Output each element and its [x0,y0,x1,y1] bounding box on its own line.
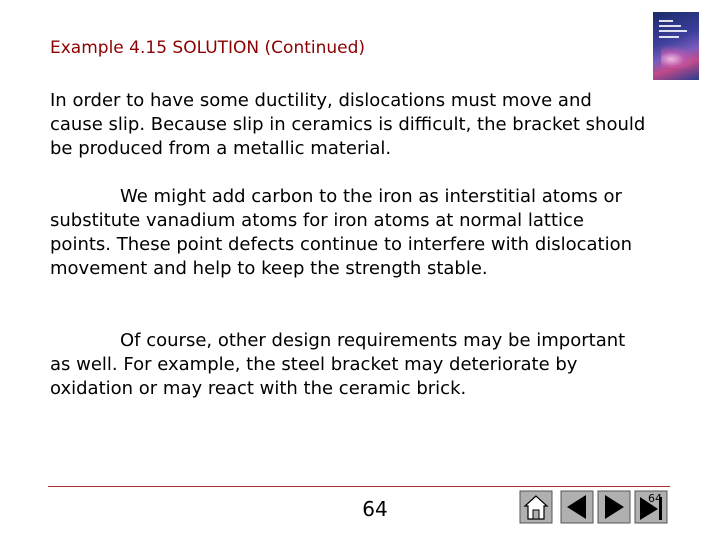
paragraph-ductility: In order to have some ductility, dislocations must move and cause slip. Because slip in ceramics is difficult, the bracket should be produced from a metallic material. [50,90,646,159]
home-button[interactable] [519,490,553,524]
previous-slide-button[interactable] [560,490,594,524]
page-number: 64 [362,497,388,521]
paragraph-point-defects: We might add carbon to the iron as interstitial atoms or substitute vanadium atoms for iron atoms at normal lattice points. These point defects continue to interfere with dislocation movement and help to keep the strength stable. [50,186,633,279]
previous-icon [560,490,594,524]
cover-text-line [659,30,687,32]
slide-title: Example 4.15 SOLUTION (Continued) [50,38,366,58]
cover-text-line [659,36,679,38]
next-icon [597,490,631,524]
book-cover-image [653,12,699,80]
cover-text-line [659,25,681,27]
home-icon [519,490,553,524]
next-slide-button[interactable] [597,490,631,524]
paragraph-design-requirements: Of course, other design requirements may be important as well. For example, the steel bracket may deteriorate by oxidation or may react with the ceramic brick. [50,330,626,399]
cover-glow [661,46,695,68]
cover-text-line [659,20,673,22]
footer-divider [48,486,670,487]
corner-page-number: 64 [648,492,662,505]
